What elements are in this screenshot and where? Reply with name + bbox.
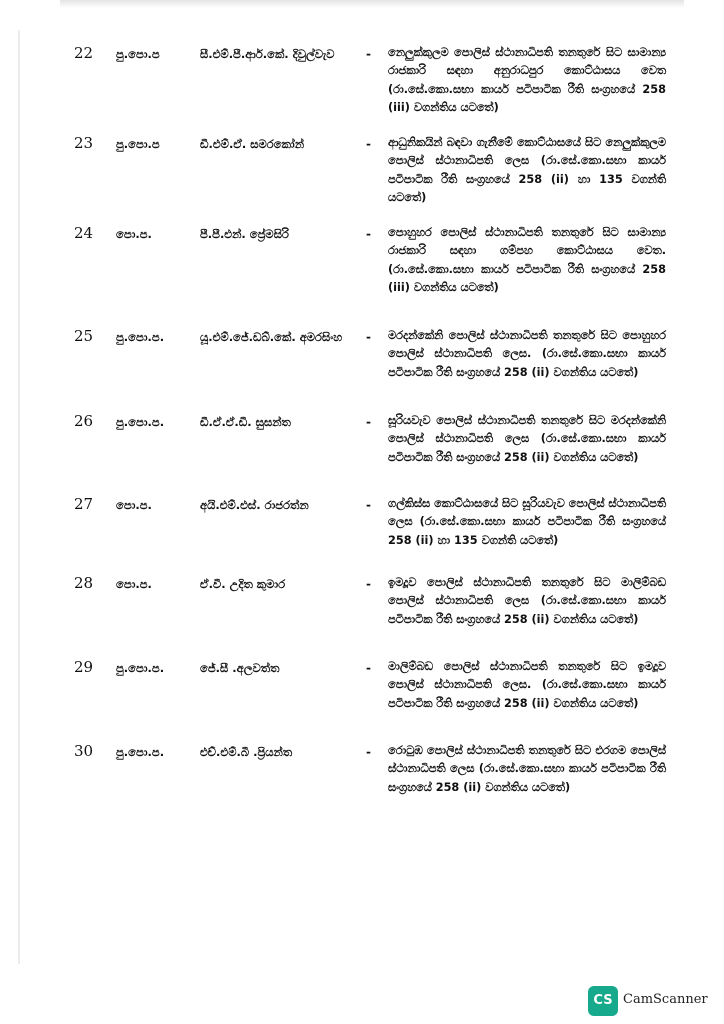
entry-description: ආධුනිකයින් බඳවා ගැනීමේ කොට්ඨාසයේ සිට නෙලුක්කුලම පොලිස් ස්ථානාධිපති ලෙස (රා.සේ.කො.සභා කාර්ය පටිපාටික රීති සංග්‍රහයේ 258 (ii) හා 135 වගන්ති යටතේ) xyxy=(388,136,666,204)
entry-rank: පු.පො.ප xyxy=(116,47,160,61)
entry-number: 25 xyxy=(74,327,94,345)
entry-rank: පු.පො.ප. xyxy=(116,330,165,344)
entry-number: 23 xyxy=(74,134,94,152)
scan-edge xyxy=(18,30,20,964)
entry-dash: - xyxy=(366,745,371,759)
entry-name: සී.එම්.පී.ආර්.කේ. දිවුල්වැව xyxy=(200,47,335,61)
entry-number: 27 xyxy=(74,495,94,513)
entry-number: 29 xyxy=(74,658,94,676)
entry-name: ඩී.ඒ.ඒ.ඩී. සුසන්ත xyxy=(200,415,291,429)
entry-description: මාලිම්බඩ පොලිස් ස්ථානාධිපති තනතුරේ සිට ඉමදූව පොලිස් ස්ථානාධිපති ලෙස. (රා.සේ.කො.සභා කාර්ය පටිපාටික රීති සංග්‍රහයේ 258 (ii) වගන්තිය යටතේ) xyxy=(388,660,666,710)
camscanner-watermark: CamScanner xyxy=(623,992,708,1007)
entry-dash: - xyxy=(366,661,371,675)
entry-name: අයි.එම්.එස්. රාජරත්න xyxy=(200,498,309,512)
entry-rank: පු.පො.ප. xyxy=(116,661,165,675)
entry-dash: - xyxy=(366,137,371,151)
entry-rank: පො.ප. xyxy=(116,227,152,241)
entry-description: රොටුඹ පොලිස් ස්ථානාධිපති තනතුරේ සිට එරගම පොලිස් ස්ථානාධිපති ලෙස (රා.සේ.කො.සභා කාර්ය පටිපාටික රීති සංග්‍රහයේ 258 (ii) වගන්තිය යටතේ) xyxy=(388,744,666,794)
entry-rank: පො.ප. xyxy=(116,577,152,591)
entry-description: පොහුහර පොලිස් ස්ථානාධිපති තනතුරේ සිට සාමාන්‍ය රාජකාරි සඳහා ගම්පහ කොට්ඨාසය වෙත. (රා.සේ.කො.සභා කාර්ය පටිපාටික රීති සංග්‍රහයේ 258 (iii) වගන්තිය යටතේ) xyxy=(388,226,666,294)
entry-name: එච්.එම්.බී .ප්‍රියන්ත xyxy=(200,745,293,759)
scan-shadow xyxy=(60,0,684,8)
entry-name: පී.පී.එන්. ප්‍රේමසිරි xyxy=(200,227,289,241)
entry-rank: පු.පො.ප. xyxy=(116,415,165,429)
entry-dash: - xyxy=(366,577,371,591)
entry-number: 26 xyxy=(74,412,94,430)
entry-dash: - xyxy=(366,227,371,241)
entry-name: ඩී.එම්.ඒ. සමරකෝන් xyxy=(200,137,305,151)
entry-number: 24 xyxy=(74,224,94,242)
entry-rank: පු.පො.ප. xyxy=(116,745,165,759)
entry-description: ඉමදූව පොලිස් ස්ථානාධිපති තනතුරේ සිට මාලිම්බඩ පොලිස් ස්ථානාධිපති ලෙස (රා.සේ.කො.සභා කාර්ය පටිපාටික රීති සංග්‍රහයේ 258 (ii) වගන්තිය යටතේ) xyxy=(388,576,666,626)
entry-rank: පු.පො.ප xyxy=(116,137,160,151)
entry-dash: - xyxy=(366,415,371,429)
entry-description: සූරියවැව පොලිස් ස්ථානාධිපති තනතුරේ සිට මරදන්කේනි පොලිස් ස්ථානාධිපති ලෙස (රා.සේ.කො.සභා කාර්ය පටිපාටික රීති සංග්‍රහයේ 258 (ii) වගන්තිය යටතේ) xyxy=(388,414,666,464)
entry-description: ගල්කිස්ස කොට්ඨාසයේ සිට සූරියවැව පොලිස් ස්ථානාධිපති ලෙස (රා.සේ.කො.සභා කාර්ය පටිපාටික රීති සංග්‍රහයේ 258 (ii) හා 135 වගන්ති යටතේ) xyxy=(388,497,666,547)
entry-number: 28 xyxy=(74,574,94,592)
entry-number: 30 xyxy=(74,742,94,760)
entry-dash: - xyxy=(366,47,371,61)
entry-name: ජේ.සී .අලවත්ත xyxy=(200,661,280,675)
entry-description: මරදන්කේනි පොලිස් ස්ථානාධිපති තනතුරේ සිට පොහුහර පොලිස් ස්ථානාධිපති ලෙස. (රා.සේ.කො.සභා කාර්ය පටිපාටික රීති සංග්‍රහයේ 258 (ii) වගන්තිය යටතේ) xyxy=(388,329,666,379)
entry-rank: පො.ප. xyxy=(116,498,152,512)
camscanner-logo-icon: CS xyxy=(588,986,618,1016)
entry-description: නෙලුක්කුලම පොලිස් ස්ථානාධිපති තනතුරේ සිට සාමාන්‍ය රාජකාරි සඳහා අනුරාධපුර කොට්ඨාසය වෙත (රා.සේ.කො.සභා කාර්ය පටිපාටික රීති සංග්‍රහයේ 258 (iii) වගන්තිය යටතේ) xyxy=(388,46,666,114)
entry-number: 22 xyxy=(74,44,94,62)
entry-dash: - xyxy=(366,498,371,512)
entry-name: ඒ.වී. උදිත කුමාර xyxy=(200,577,286,591)
entry-dash: - xyxy=(366,330,371,344)
entry-name: යූ.එම්.ජේ.ඩබ්.කේ. අමරසිංහ xyxy=(200,330,343,344)
